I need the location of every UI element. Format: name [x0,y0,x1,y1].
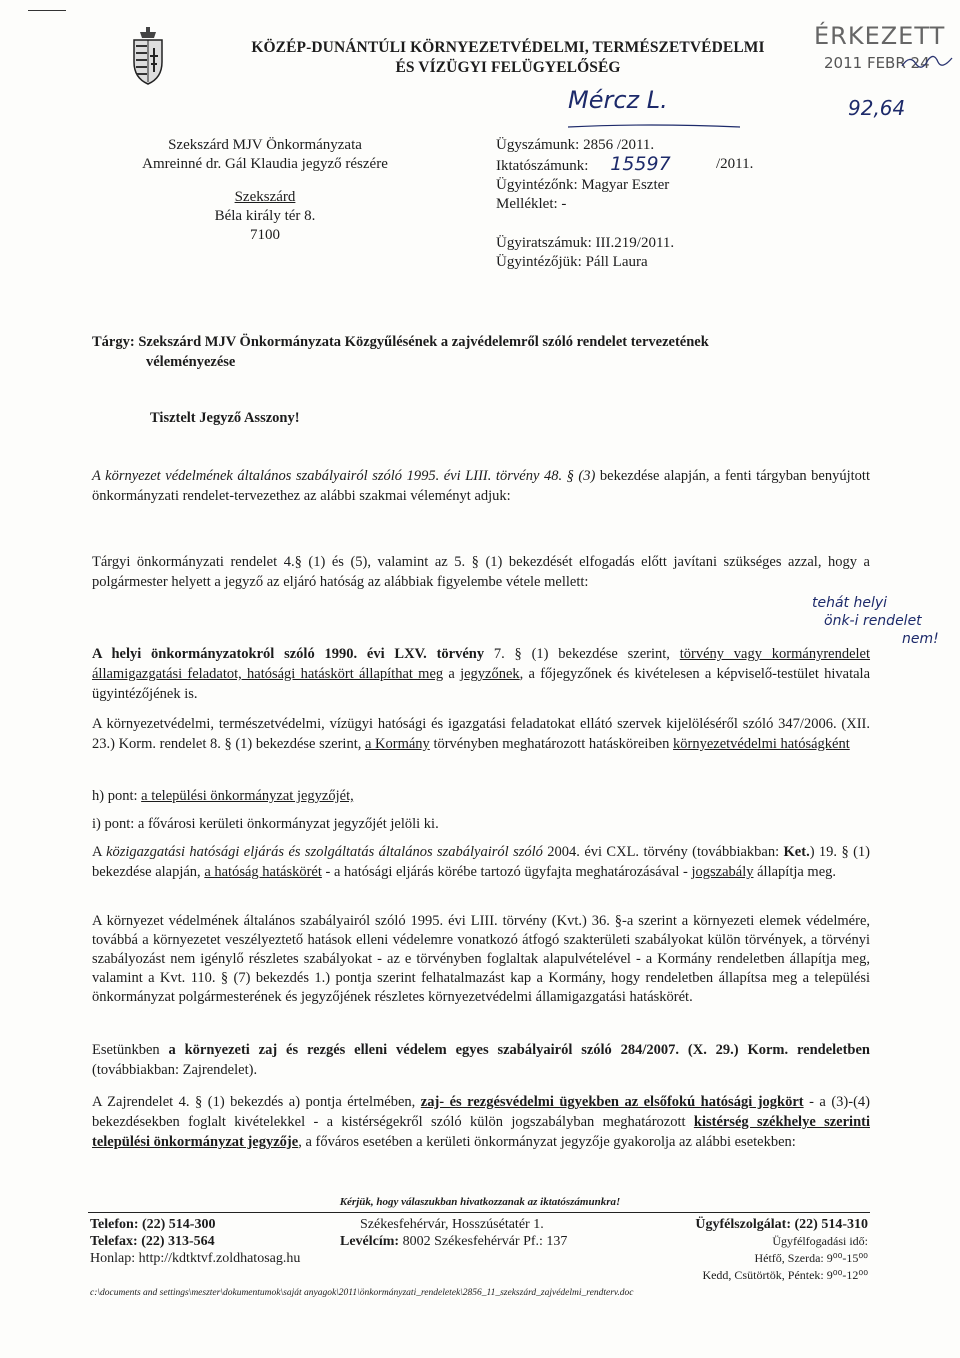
subject-line2: véleményezése [146,354,236,370]
paragraph-2: Tárgyi önkormányzati rendelet 4.§ (1) és (5), valamint az 5. § (1) bekezdését elfogadás előtt javítani szükséges azzal, hogy a polgármester helyett a jegyző az eljáró hatóság az alábbiak figyelembe vétele mellett: [92,554,870,590]
margin-note-line1: tehát helyi [812,595,888,611]
attachment: Melléklet: - [496,196,567,212]
p3-text-c: a [443,666,461,682]
case-officer: Ügyintézőnk: Magyar Eszter [496,177,670,193]
salutation: Tisztelt Jegyző Asszony! [150,410,300,426]
paragraph-3 [92,644,870,704]
subject [92,332,882,372]
footer-notice: Kérjük, hogy válaszukban hivatkozzanak az iktatószámunkra! [339,1196,621,1208]
p10-text-c: , a főváros esetében a kerületi önkormányzat jegyzője gyakorolja az alábbi esetekben: [298,1134,796,1150]
footer-address: Székesfehérvár, Hosszúsétatér 1. [360,1217,544,1232]
p3-underline-1: törvény vagy kormányrendelet [679,646,871,662]
reference-block [496,136,816,272]
agency-title [208,38,808,78]
paragraph-9 [92,1040,870,1080]
filing-number-handwritten: 15597 [610,153,671,175]
recipient-zip: 7100 [250,227,280,243]
footer-contact [90,1216,300,1267]
footer-hours-2: Kedd, Csütörtök, Péntek: 9⁰⁰-12⁰⁰ [702,1268,868,1282]
footer-hours-label: Ügyfélfogadási idő: [772,1234,868,1248]
paragraph-8: A környezet védelmének általános szabályairól szóló 1995. évi LIII. törvény (Kvt.) 36. §-a szerint a környezeti elemek védelmére, továbbá a környezetet veszélyeztető hatások elleni védelemre vonatkozó átfogó szakterületi szabályokat külön törvények, a törvényi szabályozást nem igénylő részletes szabályokat - az e törvényben foglaltak alapulvételével - a Kormány rendeletben állapítja meg, valamint a Kvt. 110. § (7) bekezdés 1.) pontja szerint felhatalmazást kap a Kormány, hogy rendeletben állapítsa meg a települési önkormányzat polgármesterének és jegyzőjének részletes környezetvédelmi államigazgatási hatáskörét. [92,913,870,1005]
stamp-date: 2011 FEBR 24 [824,54,930,72]
p7-text-b: 2004. évi CXL. törvény (továbbiakban: [542,844,784,860]
margin-note-line3: nem! [902,631,939,647]
p5-underline: a települési önkormányzat jegyzőjét, [141,788,354,804]
recipient-street: Béla király tér 8. [214,208,316,224]
stamp-signature [900,52,956,72]
handwritten-underline [566,116,742,122]
handwritten-note: Mércz L. [568,86,668,114]
p4-underline-1: a Kormány [364,736,430,752]
paragraph-4 [92,714,870,754]
p7-underline-2: jogszabály [691,864,754,880]
p9-text-a: Esetünkben [92,1042,169,1058]
p4-text-b: törvényben meghatározott hatásköreiben [429,736,673,752]
p10-text-a: A Zajrendelet 4. § (1) bekezdés a) pontja értelmében, [92,1094,421,1110]
case-number: Ügyszámunk: 2856 /2011. [496,137,655,153]
p5-text: h) pont: [92,788,142,804]
p4-text-a: A környezetvédelmi, természetvédelmi, vízügyi hatósági és igazgatási feladatokat ellátó szervek kijelöléséről szóló 347/2006. (XII. 23.) Korm. rendelet 8. § (1) bekezdése szerint, [92,716,870,752]
footer-fax: Telefax: (22) 313-564 [90,1234,215,1249]
subject-label: Tárgy: [92,334,135,350]
scan-mark [28,10,66,11]
p10-text-b: - a (3)-(4) bekezdésekben foglalt kivételekkel - a kistérségekről szóló külön jogszabályban meghatározott [92,1094,870,1130]
p3-text-d: , a főjegyzőnek és kivételesen a képviselő-testület hivatala ügyintézőjének is. [92,666,871,702]
footer-service: Ügyfélszolgálat: (22) 514-310 [695,1217,868,1232]
recipient-line2: Amreinné dr. Gál Klaudia jegyző részére [142,156,388,172]
footer-mail [340,1233,567,1250]
footer-service-block [600,1216,868,1284]
footer-file-path: c:\documents and settings\meszter\dokumentumok\saját anyagok\2011\önkormányzati_rendeletek\2856_11_szekszárd_zajvédelmi_rendterv.doc [90,1288,634,1298]
recipient-block [100,136,430,245]
filing-number-suffix: /2011. [716,156,754,172]
p7-bold: Ket. [783,844,810,860]
paragraph-7 [92,842,870,882]
paragraph-1 [92,466,870,506]
footer-address-block [340,1216,567,1250]
margin-note [812,594,960,648]
p10-underline-1: zaj- és rezgésvédelmi ügyekben az elsőfokú hatósági jogkört [420,1094,804,1110]
subject-line1: Szekszárd MJV Önkormányzata Közgyűlésének a zajvédelemről szóló rendelet tervezetének [138,334,709,350]
p1-text: bekezdése alapján, a fenti tárgyban benyújtott önkormányzati rendelet-tervezethez az alábbi szakmai véleményt adjuk: [92,468,870,504]
recipient-city: Szekszárd [234,189,296,205]
p7-text-a: A [92,844,107,860]
paragraph-10 [92,1092,870,1152]
footer-mail-label: Levélcím: [340,1234,400,1249]
p7-italic: közigazgatási hatósági eljárás és szolgáltatás általános szabályairól szóló [106,844,543,860]
agency-title-line2: ÉS VÍZÜGYI FELÜGYELŐSÉG [395,59,621,76]
p4-underline-2: környezetvédelmi hatóságként [673,736,850,752]
p7-text-d: - a hatósági eljárás körébe tartozó ügyfajta meghatározásával - [321,864,692,880]
coat-of-arms-icon [128,26,168,90]
their-case-officer: Ügyintézőjük: Páll Laura [496,254,648,270]
paragraph-6: i) pont: a fővárosi kerületi önkormányzat jegyzőjét jelöli ki. [92,816,439,832]
stamp-label: ÉRKEZETT [814,22,946,50]
filing-number-label: Iktatószámunk: [496,158,589,174]
p3-underline-2: államigazgatási feladatot, hatósági hatáskört állapíthat meg [92,666,444,682]
footer-divider [88,1212,870,1213]
margin-note-line2: önk-i rendelet [824,613,922,629]
p1-italic: A környezet védelmének általános szabályairól szóló 1995. évi LIII. törvény 48. § (3) [92,468,596,484]
footer-web: Honlap: http://kdtktvf.zoldhatosag.hu [90,1251,301,1266]
paragraph-5 [92,786,870,806]
their-file-number: Ügyiratszámuk: III.219/2011. [496,235,675,251]
p9-text-b: (továbbiakban: Zajrendelet). [92,1062,258,1078]
p3-text-a: 7. § (1) bekezdése szerint, [484,646,680,662]
p7-text-e: állapítja meg. [753,864,837,880]
p7-text-c: ) 19. § (1) bekezdése alapján, [92,844,871,880]
footer-mail-value: 8002 Székesfehérvár Pf.: 137 [399,1234,568,1249]
p3-underline-3: jegyzőnek [460,666,520,682]
p7-underline-1: a hatóság hatáskörét [204,864,322,880]
p3-bold: A helyi önkormányzatokról szóló 1990. évi LXV. törvény [92,646,485,662]
footer-hours-1: Hétfő, Szerda: 9⁰⁰-15⁰⁰ [754,1251,868,1265]
agency-title-line1: KÖZÉP-DUNÁNTÚLI KÖRNYEZETVÉDELMI, TERMÉSZETVÉDELMI [251,39,765,56]
stamp-number: 92,64 [848,96,906,120]
p10-underline-2: kistérség székhelye szerinti települési önkormányzat jegyzője [92,1114,870,1150]
filing-number-row [496,155,816,176]
p9-bold: a környezeti zaj és rezgés elleni védelem egyes szabályairól szóló 284/2007. (X. 29.) Korm. rendeletben [168,1042,870,1058]
footer-phone: Telefon: (22) 514-300 [90,1217,216,1232]
recipient-line1: Szekszárd MJV Önkormányzata [168,137,362,153]
